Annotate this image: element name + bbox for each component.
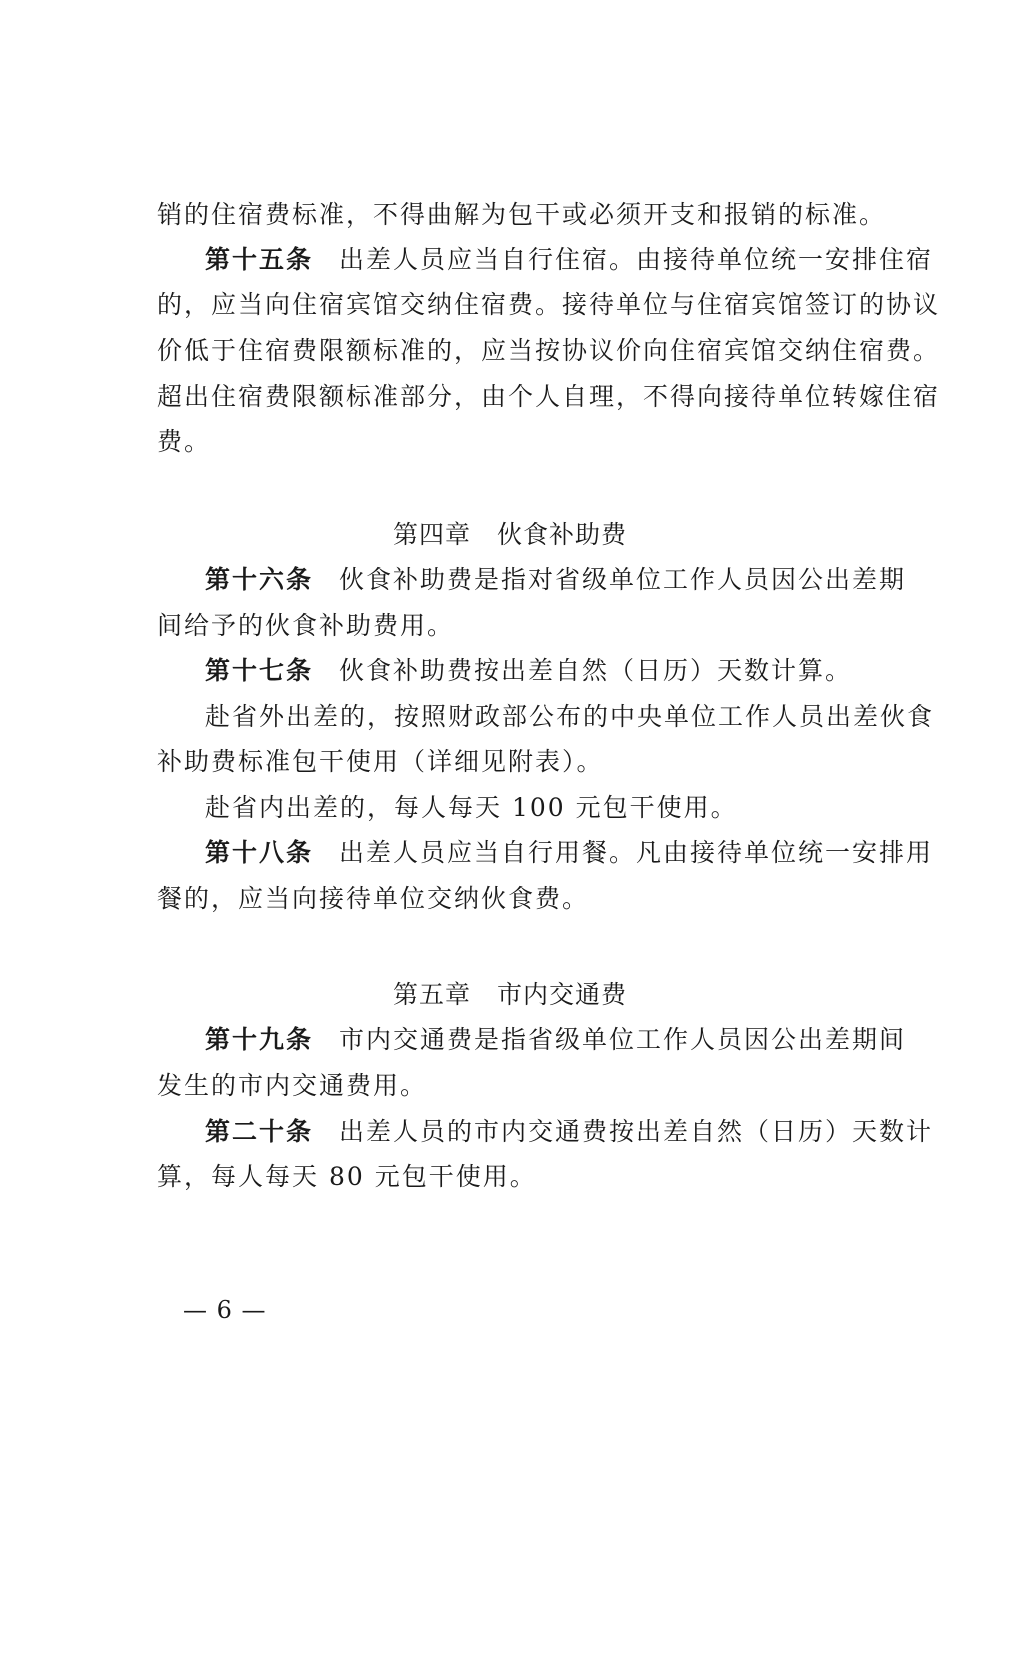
text: 发生的市内交通费用。 <box>157 1071 428 1100</box>
article-heading: 第十六条 <box>205 565 314 594</box>
article-heading: 第十七条 <box>205 656 314 685</box>
text: 间给予的伙食补助费用。 <box>157 611 455 640</box>
text: 赴省外出差的，按照财政部公布的中央单位工作人员出差伙食 <box>205 702 935 731</box>
chapter-title: 市内交通费 <box>497 980 628 1009</box>
text: 算，每人每天 80 元包干使用。 <box>157 1162 537 1191</box>
article-16 <box>205 565 907 595</box>
text: 赴省内出差的，每人每天 100 元包干使用。 <box>205 793 738 822</box>
article-17 <box>205 656 852 686</box>
paragraph-line <box>157 884 589 914</box>
text: 补助费标准包干使用（详细见附表）。 <box>157 747 604 776</box>
paragraph-line <box>157 200 887 230</box>
chapter-heading <box>0 980 1020 1010</box>
paragraph-line <box>157 427 211 457</box>
article-text: 出差人员的市内交通费按出差自然（日历）天数计 <box>339 1117 934 1146</box>
article-19 <box>205 1025 907 1055</box>
paragraph-line <box>157 747 604 777</box>
text: 销的住宿费标准，不得曲解为包干或必须开支和报销的标准。 <box>157 200 887 229</box>
article-heading: 第十五条 <box>205 245 314 274</box>
article-text: 伙食补助费是指对省级单位工作人员因公出差期 <box>339 565 907 594</box>
chapter-title: 伙食补助费 <box>497 520 628 549</box>
paragraph-line <box>157 336 941 366</box>
paragraph-line <box>157 1071 427 1101</box>
article-text: 伙食补助费按出差自然（日历）天数计算。 <box>339 656 853 685</box>
article-text: 出差人员应当自行住宿。由接待单位统一安排住宿 <box>339 245 934 274</box>
article-text: 市内交通费是指省级单位工作人员因公出差期间 <box>339 1025 907 1054</box>
article-heading: 第十九条 <box>205 1025 314 1054</box>
text: 餐的，应当向接待单位交纳伙食费。 <box>157 884 590 913</box>
text: 费。 <box>157 427 212 456</box>
paragraph-line <box>157 611 454 641</box>
chapter-number: 第五章 <box>392 980 471 1009</box>
article-18 <box>205 838 934 868</box>
paragraph-line <box>205 793 738 823</box>
text: 的，应当向住宿宾馆交纳住宿费。接待单位与住宿宾馆签订的协议 <box>157 290 941 319</box>
chapter-heading <box>0 520 1020 550</box>
chapter-number: 第四章 <box>392 520 471 549</box>
text: 超出住宿费限额标准部分，由个人自理，不得向接待单位转嫁住宿 <box>157 382 941 411</box>
paragraph-line <box>157 290 941 320</box>
article-15 <box>205 245 934 275</box>
page-number: — 6 — <box>183 1296 267 1324</box>
article-heading: 第十八条 <box>205 838 314 867</box>
article-text: 出差人员应当自行用餐。凡由接待单位统一安排用 <box>339 838 934 867</box>
text: 价低于住宿费限额标准的，应当按协议价向住宿宾馆交纳住宿费。 <box>157 336 941 365</box>
paragraph-line <box>157 382 941 412</box>
article-heading: 第二十条 <box>205 1117 314 1146</box>
article-20 <box>205 1117 934 1147</box>
paragraph-line <box>157 1162 537 1192</box>
paragraph-line <box>205 702 935 732</box>
